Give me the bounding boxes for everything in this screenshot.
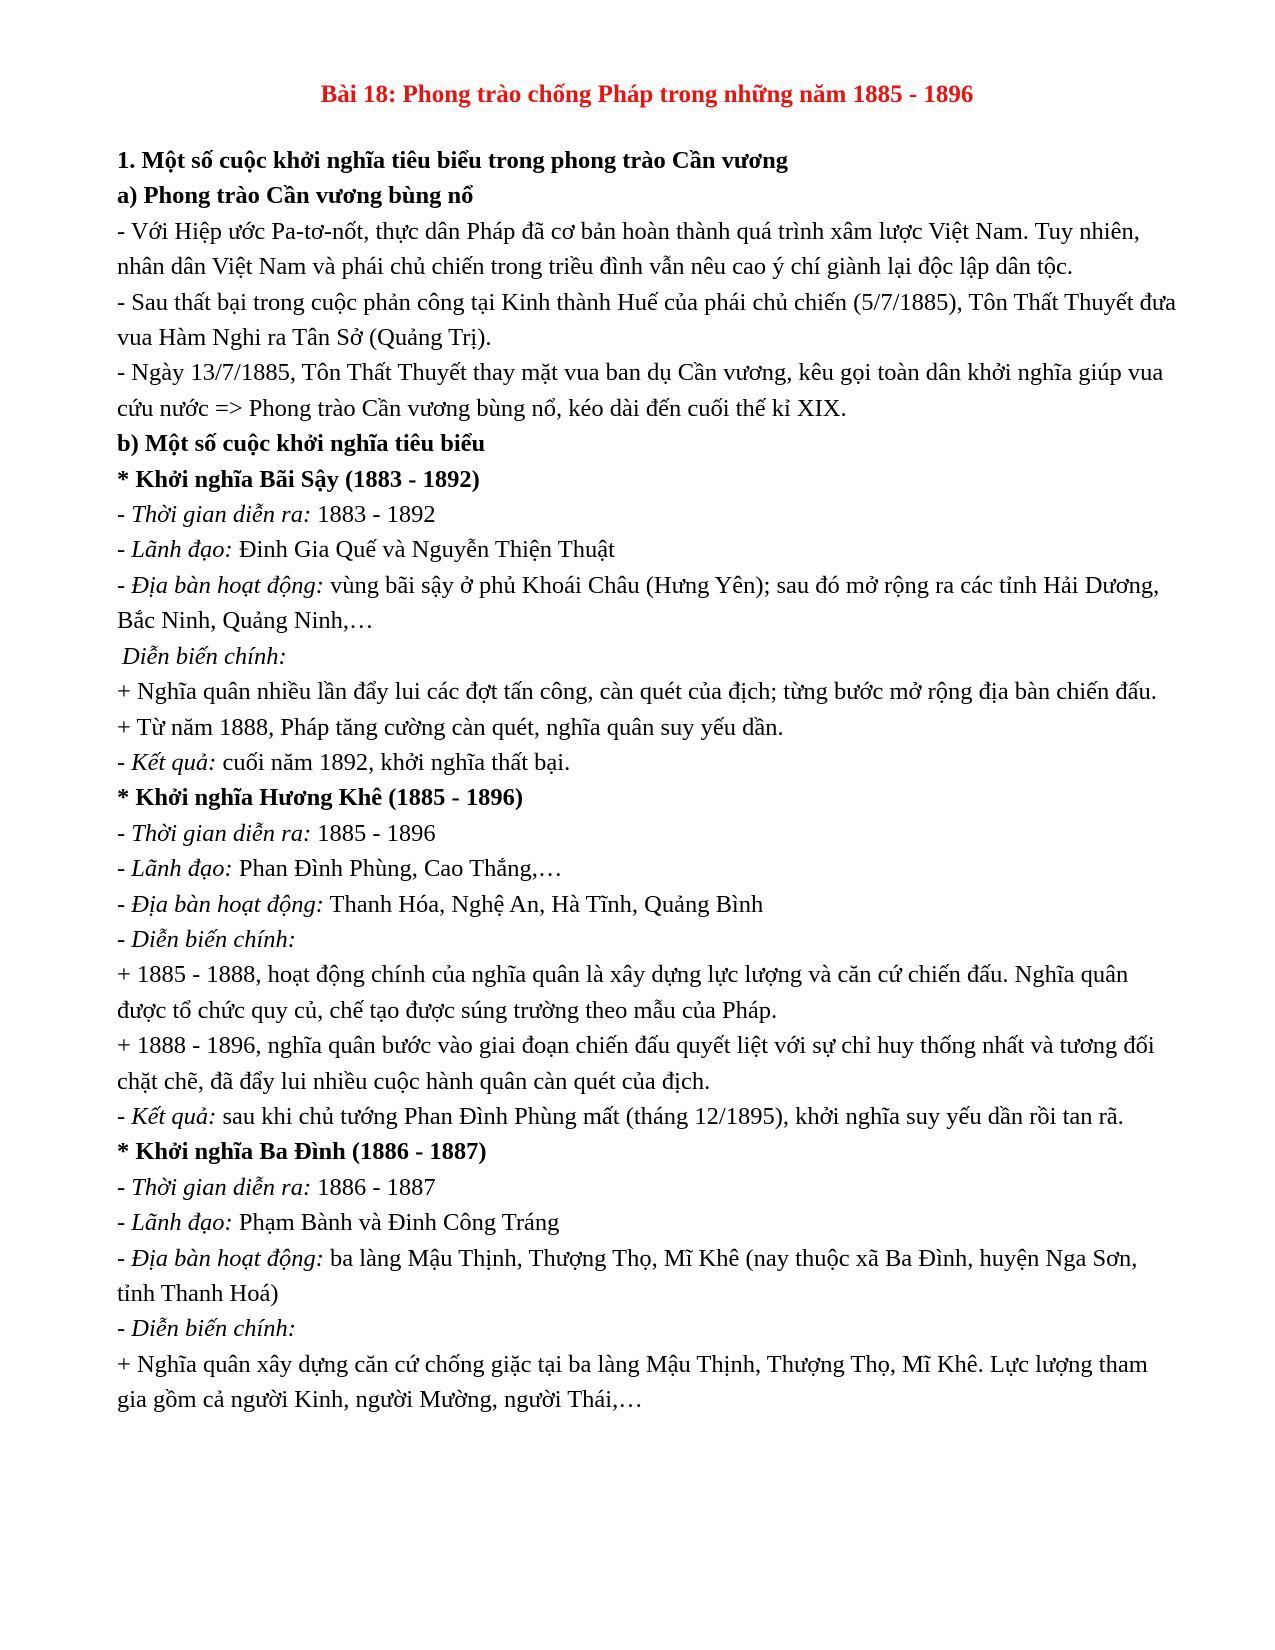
paragraph: + Từ năm 1888, Pháp tăng cường càn quét, nghĩa quân suy yếu dần. — [117, 713, 784, 741]
field-label: - Thời gian diễn ra: — [117, 1173, 312, 1201]
labeled-line — [117, 532, 1177, 567]
labeled-line — [117, 745, 1177, 780]
section-heading: a) Phong trào Cần vương bùng nổ — [117, 182, 474, 210]
section-heading: * Khởi nghĩa Hương Khê (1885 - 1896) — [117, 784, 523, 812]
section-heading: 1. Một số cuộc khởi nghĩa tiêu biểu trong phong trào Cần vương — [117, 147, 788, 174]
field-value: ba làng Mậu Thịnh, Thượng Thọ, Mĩ Khê (nay thuộc xã Ba Đình, huyện Nga Sơn, tỉnh Thanh Hoá) — [117, 1244, 1138, 1307]
field-value: Đinh Gia Quế và Nguyễn Thiện Thuật — [232, 536, 615, 564]
section-heading: * Khởi nghĩa Bãi Sậy (1883 - 1892) — [117, 465, 480, 493]
field-label: - Diễn biến chính: — [117, 925, 296, 953]
field-label: - Lãnh đạo: — [117, 1209, 233, 1237]
field-label: - Thời gian diễn ra: — [117, 819, 312, 847]
field-value: 1886 - 1887 — [311, 1173, 436, 1201]
field-value: 1885 - 1896 — [311, 819, 436, 847]
paragraph: + Nghĩa quân xây dựng căn cứ chống giặc tại ba làng Mậu Thịnh, Thượng Thọ, Mĩ Khê. Lực lượng tham gia gồm cả người Kinh, người Mường, người Thái,… — [117, 1350, 1148, 1414]
paragraph: - Với Hiệp ước Pa-tơ-nốt, thực dân Pháp đã cơ bản hoàn thành quá trình xâm lược Việt Nam. Tuy nhiên, nhân dân Việt Nam và phái chủ chiến trong triều đình vẫn nêu cao ý chí giành lại độc lập dân tộc. — [117, 217, 1140, 281]
labeled-line — [117, 851, 1177, 886]
field-value: Phan Đình Phùng, Cao Thắng,… — [232, 855, 563, 883]
labeled-line — [117, 922, 1177, 957]
paragraph: + 1885 - 1888, hoạt động chính của nghĩa quân là xây dựng lực lượng và căn cứ chiến đấu. Nghĩa quân được tổ chức quy củ, chế tạo được súng trường theo mẫu của Pháp. — [117, 961, 1129, 1024]
labeled-line — [117, 816, 1177, 851]
paragraph: + Nghĩa quân nhiều lần đẩy lui các đợt tấn công, càn quét của địch; từng bước mở rộng địa bàn chiến đấu. — [117, 678, 1157, 706]
paragraph: + 1888 - 1896, nghĩa quân bước vào giai đoạn chiến đấu quyết liệt với sự chỉ huy thống nhất và tương đối chặt chẽ, đã đẩy lui nhiều cuộc hành quân càn quét của địch. — [117, 1032, 1155, 1095]
labeled-line — [117, 568, 1177, 639]
field-label: - Địa bàn hoạt động: — [117, 571, 324, 599]
field-value: Thanh Hóa, Nghệ An, Hà Tĩnh, Quảng Bình — [323, 890, 764, 918]
labeled-line — [117, 1170, 1177, 1205]
field-label: - Kết quả: — [117, 1102, 217, 1130]
field-label: - Địa bàn hoạt động: — [117, 890, 324, 918]
section-heading: b) Một số cuộc khởi nghĩa tiêu biểu — [117, 430, 486, 458]
labeled-line — [117, 1099, 1177, 1134]
field-label: - Diễn biến chính: — [117, 1315, 296, 1343]
document-title: Bài 18: Phong trào chống Pháp trong những năm 1885 - 1896 — [320, 81, 974, 108]
field-label: - Thời gian diễn ra: — [117, 501, 312, 529]
paragraph: - Sau thất bại trong cuộc phản công tại Kinh thành Huế của phái chủ chiến (5/7/1885), Tôn Thất Thuyết đưa vua Hàm Nghi ra Tân Sở (Quảng Trị). — [117, 288, 1177, 352]
field-value: vùng bãi sậy ở phủ Khoái Châu (Hưng Yên); sau đó mở rộng ra các tỉnh Hải Dương, Bắc Ninh, Quảng Ninh,… — [117, 571, 1160, 635]
labeled-line — [117, 887, 1177, 922]
field-label: - Địa bàn hoạt động: — [117, 1244, 324, 1272]
field-label: Diễn biến chính: — [122, 642, 287, 670]
field-label: - Kết quả: — [117, 748, 217, 776]
paragraph: - Ngày 13/7/1885, Tôn Thất Thuyết thay mặt vua ban dụ Cần vương, kêu gọi toàn dân khởi nghĩa giúp vua cứu nước => Phong trào Cần vương bùng nổ, kéo dài đến cuối thế kỉ XIX. — [117, 359, 1164, 422]
labeled-line — [117, 1241, 1177, 1312]
document-body — [117, 143, 1177, 1418]
field-value: 1883 - 1892 — [311, 501, 436, 529]
field-value: sau khi chủ tướng Phan Đình Phùng mất (tháng 12/1895), khởi nghĩa suy yếu dần rồi tan rã. — [216, 1102, 1124, 1130]
field-label: - Lãnh đạo: — [117, 855, 233, 883]
labeled-line — [117, 1205, 1177, 1240]
document-page — [117, 75, 1177, 1418]
field-value: Phạm Bành và Đinh Công Tráng — [232, 1209, 560, 1237]
section-heading: * Khởi nghĩa Ba Đình (1886 - 1887) — [117, 1138, 487, 1166]
field-value: cuối năm 1892, khởi nghĩa thất bại. — [216, 748, 571, 776]
labeled-line — [117, 1311, 1177, 1346]
field-label: - Lãnh đạo: — [117, 536, 233, 564]
labeled-line — [117, 497, 1177, 532]
